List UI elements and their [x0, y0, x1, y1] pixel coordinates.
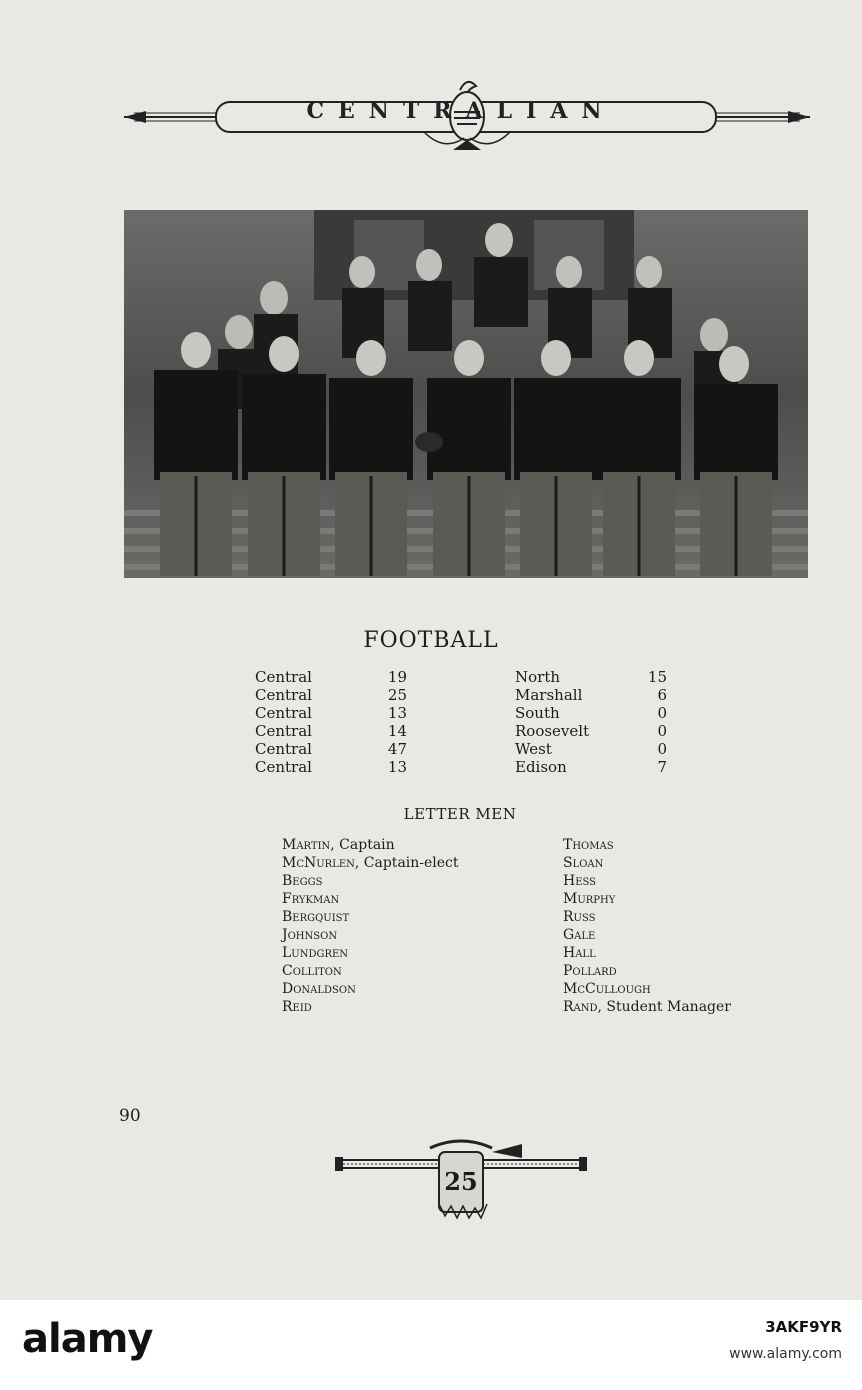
- team-points: 25: [387, 686, 407, 704]
- opponent-name: North: [515, 668, 561, 686]
- trumpet-icon: [492, 1144, 522, 1158]
- opponent-name: Edison: [515, 758, 567, 776]
- letter-man-name: Sloan: [563, 855, 604, 871]
- letter-man-name: Frykman: [282, 891, 340, 907]
- letter-man-name: Thomas: [563, 837, 614, 853]
- letter-man: [563, 944, 731, 962]
- opponent-points: 6: [657, 686, 667, 704]
- letter-man-role: , Student Manager: [597, 999, 731, 1015]
- team-points: 19: [387, 668, 407, 686]
- team-name: Central: [255, 740, 312, 758]
- team-photograph: [124, 210, 808, 578]
- letter-man-name: Johnson: [282, 927, 338, 943]
- letter-man-name: Colliton: [282, 963, 342, 979]
- opponent-name: Roosevelt: [515, 722, 590, 740]
- letter-man-name: Gale: [563, 927, 596, 943]
- letter-man: [282, 836, 459, 854]
- letter-man: [563, 962, 731, 980]
- footer-ornament: [335, 1138, 587, 1220]
- score-row: [255, 704, 675, 722]
- score-row: [255, 722, 675, 740]
- opponent-points: 7: [657, 758, 667, 776]
- opponent-points: 15: [647, 668, 667, 686]
- score-table: [255, 668, 675, 776]
- letter-man: [282, 962, 459, 980]
- opponent-name: Marshall: [515, 686, 583, 704]
- opponent-points: 0: [657, 722, 667, 740]
- letter-man-name: Hess: [563, 873, 597, 889]
- letter-man-name: Beggs: [282, 873, 323, 889]
- score-row: [255, 668, 675, 686]
- team-name: Central: [255, 758, 312, 776]
- letter-man: [282, 944, 459, 962]
- letter-man: [563, 908, 731, 926]
- team-name: Central: [255, 704, 312, 722]
- section-title: FOOTBALL: [363, 628, 499, 653]
- letter-man-name: Bergquist: [282, 909, 350, 925]
- image-id: 3AKF9YR: [765, 1318, 842, 1336]
- letter-man-name: Donaldson: [282, 981, 356, 997]
- team-points: 47: [387, 740, 407, 758]
- letter-men-heading: LETTER MEN: [403, 805, 517, 823]
- letter-man: [563, 836, 731, 854]
- letter-man: [563, 890, 731, 908]
- letter-man-name: Hall: [563, 945, 596, 961]
- team-points: 13: [387, 704, 407, 722]
- score-row: [255, 758, 675, 776]
- page-number: 90: [119, 1106, 141, 1126]
- letter-man: [282, 854, 459, 872]
- letter-man: [563, 998, 731, 1016]
- year-badge: 25: [444, 1167, 478, 1196]
- letter-man-name: Rand: [563, 999, 598, 1015]
- letter-man: [282, 872, 459, 890]
- score-row: [255, 740, 675, 758]
- score-row: [255, 686, 675, 704]
- site-url: www.alamy.com: [729, 1346, 842, 1362]
- letter-man-name: Pollard: [563, 963, 617, 979]
- letter-man: [563, 854, 731, 872]
- letter-man-name: Reid: [282, 999, 312, 1015]
- letter-man: [282, 890, 459, 908]
- centralian-wordmark: CENTRALIAN: [306, 98, 616, 124]
- letter-man: [563, 872, 731, 890]
- letter-man-name: McNurlen: [282, 855, 355, 871]
- letter-man-name: McCullough: [563, 981, 651, 997]
- opponent-points: 0: [657, 740, 667, 758]
- letter-men-left-column: [282, 836, 459, 1016]
- letter-man-role: , Captain-elect: [354, 855, 459, 871]
- letter-men-right-column: [563, 836, 731, 1016]
- team-points: 14: [387, 722, 407, 740]
- team-name: Central: [255, 668, 312, 686]
- team-name: Central: [255, 722, 312, 740]
- letter-man-name: Martin: [282, 837, 331, 853]
- letter-man-role: , Captain: [330, 837, 395, 853]
- team-name: Central: [255, 686, 312, 704]
- letter-man-name: Russ: [563, 909, 596, 925]
- opponent-points: 0: [657, 704, 667, 722]
- letter-man: [282, 980, 459, 998]
- team-points: 13: [387, 758, 407, 776]
- letter-man: [563, 926, 731, 944]
- letter-man: [563, 980, 731, 998]
- letter-man: [282, 926, 459, 944]
- opponent-name: West: [515, 740, 552, 758]
- letter-man-name: Lundgren: [282, 945, 349, 961]
- opponent-name: South: [515, 704, 560, 722]
- alamy-logo: alamy: [22, 1316, 153, 1362]
- letter-man: [282, 908, 459, 926]
- letter-man: [282, 998, 459, 1016]
- letter-man-name: Murphy: [563, 891, 616, 907]
